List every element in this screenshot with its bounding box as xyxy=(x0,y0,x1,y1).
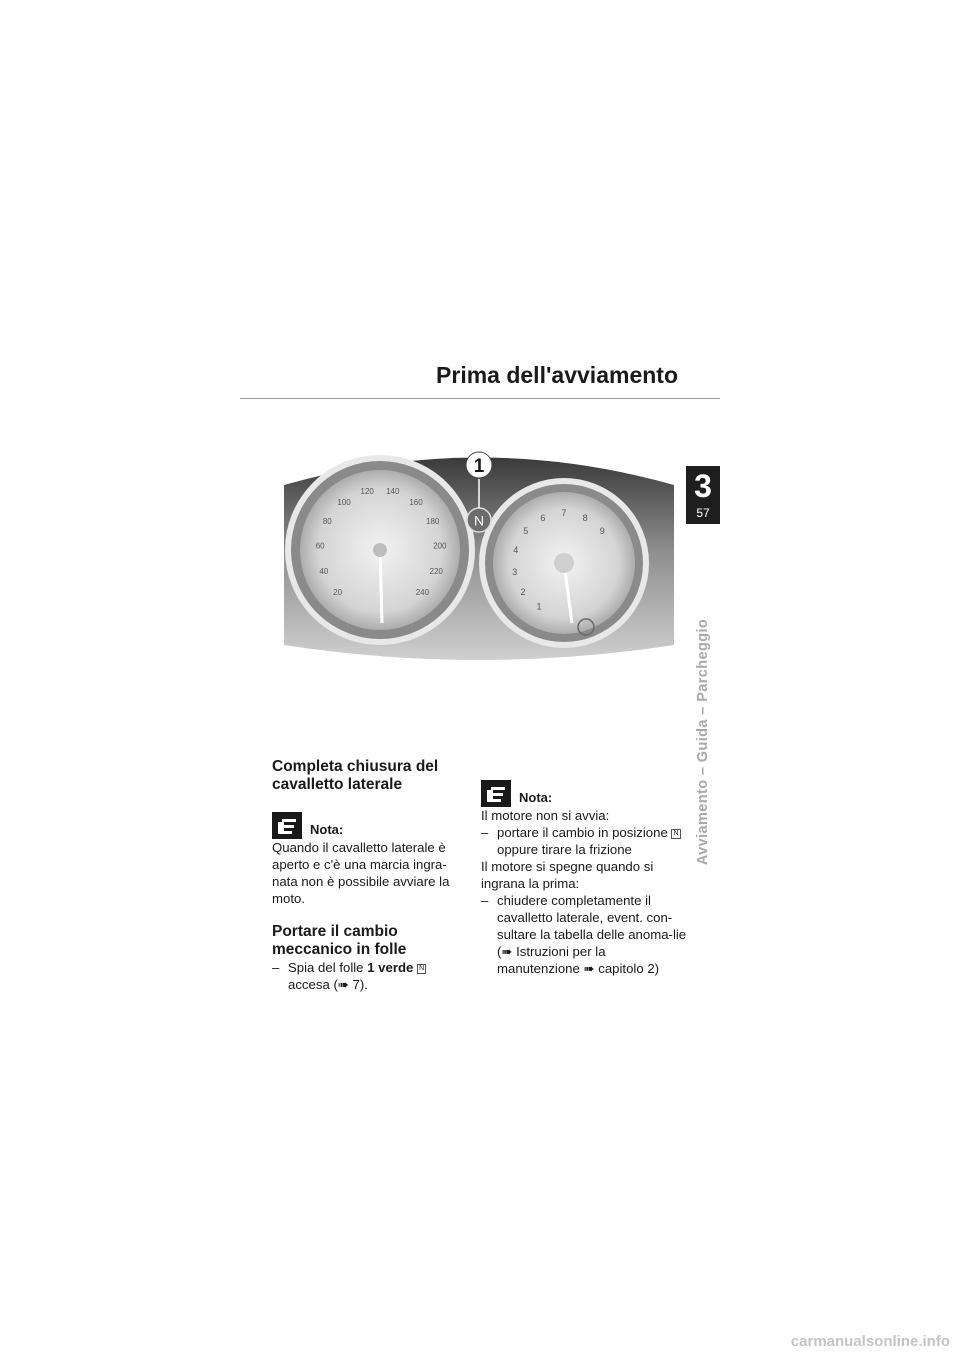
page-number: 57 xyxy=(696,506,710,520)
tachometer-tick-label: 9 xyxy=(599,526,605,536)
note-header xyxy=(481,780,687,807)
speedometer-tick-label: 140 xyxy=(386,487,400,497)
note-label: Nota: xyxy=(310,822,344,837)
neutral-indicator-label: N xyxy=(473,512,485,529)
tachometer-tick-label: 3 xyxy=(512,566,518,577)
tachometer-hub xyxy=(554,553,574,573)
section-heading-neutral: Portare il cambio meccanico in folle xyxy=(272,923,407,958)
section-heading-sidestand: Completa chiusura del cavalletto laterale xyxy=(272,758,439,793)
list-item xyxy=(272,959,468,993)
list-text-end: accesa (➠ 7). xyxy=(288,977,368,992)
section-side-label: Avviamento – Guida – Parcheggio xyxy=(695,618,711,866)
list-text: Spia del folle xyxy=(288,960,368,975)
footer-watermark: carmanualsonline.info xyxy=(790,1333,950,1350)
note-header xyxy=(272,812,468,839)
note-label: Nota: xyxy=(519,790,553,805)
left-column xyxy=(272,758,468,993)
speedometer-tick-label: 240 xyxy=(415,588,430,598)
neutral-symbol-icon: N xyxy=(673,830,679,837)
tachometer-tick-label: 4 xyxy=(513,545,519,556)
list-text-bold: 1 verde xyxy=(367,960,414,975)
callout-number: 1 xyxy=(473,456,485,477)
speedometer-tick-label: 160 xyxy=(409,497,423,507)
speedometer-tick-label: 180 xyxy=(426,517,440,526)
tachometer-tick-label: 7 xyxy=(561,508,567,519)
speedometer-tick-label: 120 xyxy=(360,487,374,497)
note-icon xyxy=(481,780,513,807)
chapter-number: 3 xyxy=(694,468,712,504)
neutral-symbol-icon: N xyxy=(419,965,425,972)
speedometer-tick-label: 20 xyxy=(333,588,343,598)
list-dash: – xyxy=(272,960,280,975)
speedometer-tick-label: 80 xyxy=(322,517,332,526)
speedometer-tick-label: 100 xyxy=(337,497,351,507)
speedometer-tick-label: 220 xyxy=(429,566,443,576)
tachometer-tick-label: 1 xyxy=(536,601,542,612)
header-divider xyxy=(240,398,720,399)
speedometer-tick-label: 40 xyxy=(319,566,329,576)
note-line: Il motore non si avvia: xyxy=(481,808,610,823)
list-item xyxy=(481,892,687,977)
note-text: Quando il cavalletto laterale è aperto e c'è una marcia ingra-nata non è possibile avviare la moto. xyxy=(272,840,450,906)
list-item xyxy=(481,824,687,858)
chapter-tab xyxy=(686,466,720,524)
note-line: Il motore si spegne quando si ingrana la prima: xyxy=(481,859,654,891)
note-icon xyxy=(272,812,304,839)
list-text: portare il cambio in posizione xyxy=(497,825,668,840)
speedometer-tick-label: 60 xyxy=(315,541,325,551)
instrument-cluster-figure xyxy=(284,445,674,660)
tachometer-tick-label: 6 xyxy=(540,512,546,523)
speedometer-tick-label: 200 xyxy=(433,541,447,551)
speedometer-needle xyxy=(380,550,382,623)
tachometer-tick-label: 8 xyxy=(582,512,588,523)
list-text-end: oppure tirare la frizione xyxy=(497,842,632,857)
speedometer-hub xyxy=(373,543,387,557)
list-dash: – xyxy=(481,825,489,840)
list-dash: – xyxy=(481,893,489,908)
list-text: chiudere completamente il cavalletto laterale, event. con-sultare la tabella delle anoma-lie (➠ Istruzioni per la manutenzione ➠ capitolo 2) xyxy=(497,893,687,976)
tachometer-tick-label: 5 xyxy=(523,526,529,536)
tachometer-tick-label: 2 xyxy=(520,586,526,597)
page-title: Prima dell'avviamento xyxy=(436,362,678,388)
right-column xyxy=(481,780,687,977)
